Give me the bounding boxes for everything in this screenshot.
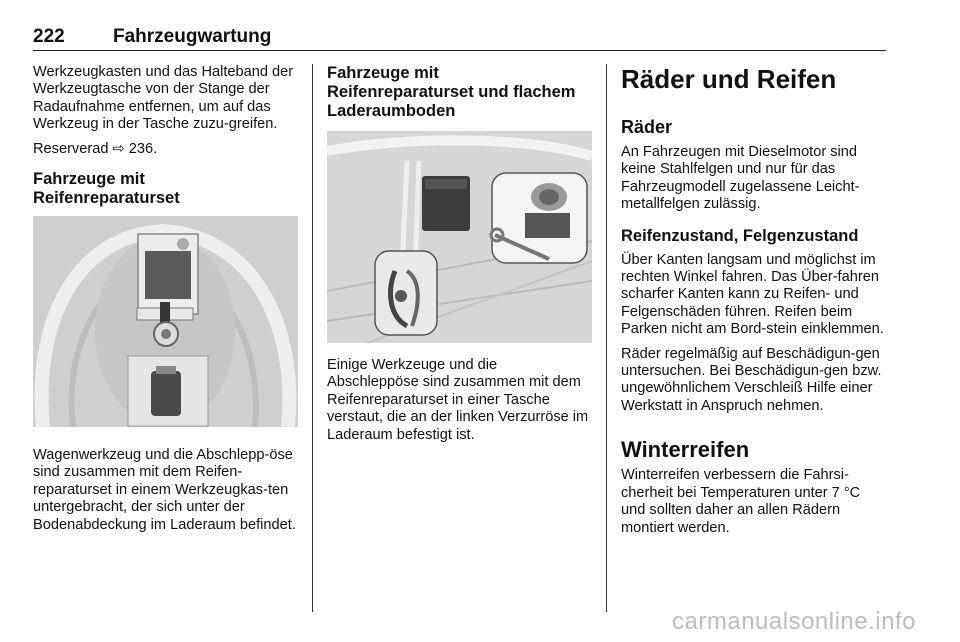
chapter-title: Fahrzeugwartung	[113, 26, 272, 47]
section-heading-line2: Reifenreparaturset und flachem	[327, 83, 576, 101]
flat-floor-caption: Einige Werkzeuge und die Abschleppöse sind zusammen mit dem Reifenreparaturset in einer Tasche verstaut, die an der linken Verzurröse im Laderaum befestigt ist.	[327, 357, 589, 443]
column-divider-2	[606, 64, 607, 612]
tyre-condition-paragraph-2: Räder regelmäßig auf Beschädigun-gen untersuchen. Bei Beschädigun-gen bzw. ungewöhnlichem Verschleiß Hilfe einer Werkstatt in Anspruch nehmen.	[621, 345, 882, 414]
column-2	[327, 64, 592, 444]
page-header	[33, 22, 886, 52]
subsection-tyre-condition: Reifenzustand, Felgenzustand	[621, 226, 859, 245]
section-heading-line1: Fahrzeuge mit	[327, 64, 439, 82]
column-3	[621, 64, 886, 537]
winter-tyres-paragraph: Winterreifen verbessern die Fahrsi-cherheit bei Temperaturen unter 7 °C und sollten daher an allen Rädern montiert werden.	[621, 467, 861, 536]
reserve-page-link[interactable]: 236.	[128, 140, 158, 157]
flat-floor-toolkit-figure	[327, 131, 592, 343]
column-1	[33, 64, 298, 534]
section-heading-line3: Laderaumboden	[327, 102, 456, 120]
column-divider-1	[312, 64, 313, 612]
chapter-section-title: Räder und Reifen	[621, 64, 837, 94]
toolkit-figure	[33, 216, 298, 427]
watermark: carmanualsonline.info	[672, 608, 916, 635]
page-number: 222	[33, 26, 65, 47]
section-heading-line2: Reifenreparaturset	[33, 189, 180, 208]
intro-paragraph: Werkzeugkasten und das Halteband der Werkzeugtasche von der Stange der Radaufnahme entfernen, um auf das Werkzeug in der Tasche zuzu-greifen.	[33, 64, 294, 133]
section-heading-line1: Fahrzeuge mit	[33, 170, 145, 189]
wheels-paragraph: An Fahrzeugen mit Dieselmotor sind keine Stahlfelgen und nur für das Fahrzeugmodell zugelassene Leicht-metallfelgen zulässig.	[621, 144, 860, 213]
tyre-condition-paragraph-1: Über Kanten langsam und möglichst im rechten Winkel fahren. Das Über-fahren scharfer Kanten kann zu Reifen- und Felgenschäden führen. Reifen beim Parken nicht am Bord-stein einklemmen.	[621, 251, 884, 338]
reserve-wheel-reference	[33, 141, 298, 158]
arrow-reference-icon: ⇨	[112, 140, 125, 157]
header-rule	[33, 50, 886, 51]
subsection-wheels: Räder	[621, 117, 673, 137]
toolkit-caption: Wagenwerkzeug und die Abschlepp-öse sind zusammen mit dem Reifen-reparaturset in einem Werkzeugkas-ten untergebracht, der sich unter der Bodenabdeckung im Laderaum befindet.	[33, 447, 296, 533]
subsection-winter-tyres: Winterreifen	[621, 437, 750, 463]
reserve-label: Reserverad	[33, 140, 109, 157]
